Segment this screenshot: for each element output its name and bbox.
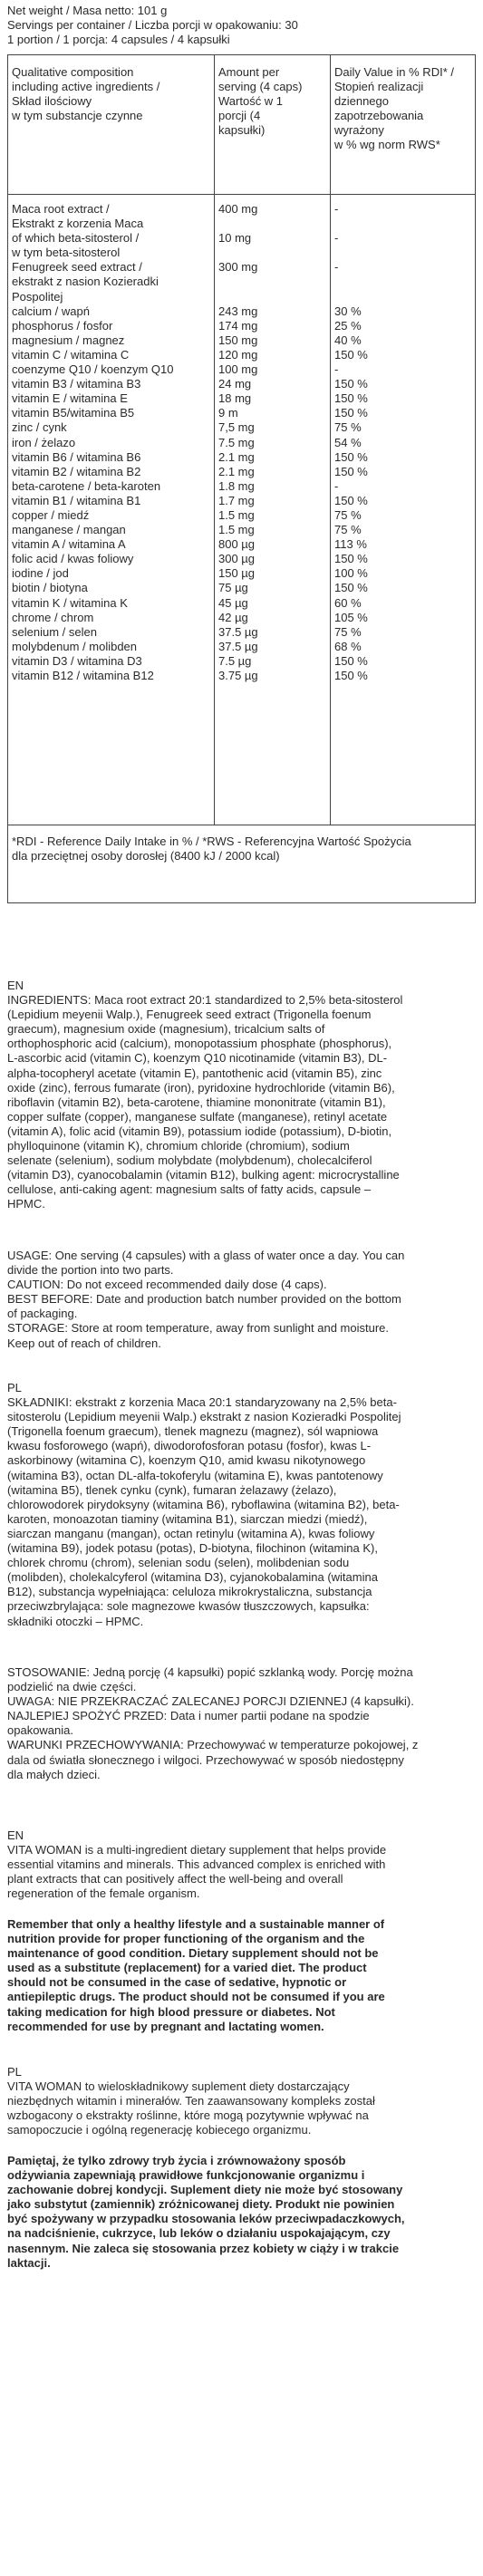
ingredient-rdi: 30 %	[334, 304, 362, 318]
ingredient-amount: 2.1 mg	[218, 449, 255, 464]
text-line: chlorek chromu (chrom), selenian sodu (selen), molibdenian sodu	[7, 1556, 350, 1570]
ingredient-amount: 120 mg	[218, 347, 258, 362]
ingredient-rdi: 150 %	[334, 377, 368, 391]
text-line: STORAGE: Store at room temperature, away from sunlight and moisture.	[7, 1321, 389, 1336]
ingredient-amount: 100 mg	[218, 362, 258, 377]
rdi-header	[331, 55, 475, 194]
composition-header-line: Skład ilościowy	[12, 94, 92, 109]
text-line: przeciwzbrylająca: sole magnezowe kwasów tłuszczowych, kapsułka:	[7, 1599, 370, 1614]
ingredient-name: vitamin K / witamina K	[12, 595, 128, 610]
ingredient-name: calcium / wapń	[12, 304, 90, 318]
net-weight: Net weight / Masa netto: 101 g	[7, 4, 168, 17]
section-heading-pl-2: PL	[7, 2065, 22, 2079]
ingredient-name: chrome / chrom	[12, 610, 94, 624]
text-line: regeneration of the female organism.	[7, 1886, 200, 1901]
text-line: (witamina B9), jodek potasu (potas), D-biotyna, filochinon (witamina K),	[7, 1541, 378, 1556]
amount-header-line: kapsułki)	[218, 123, 266, 138]
text-line: (vitamin D3), cyanocobalamin (vitamin B12), bulking agent: microcrystalline	[7, 1168, 400, 1182]
ingredient-rdi: 150 %	[334, 464, 368, 478]
ingredient-name: vitamin E / witamina E	[12, 391, 128, 406]
section-heading-pl: PL	[7, 1381, 22, 1394]
text-line: składniki otoczki – HPMC.	[7, 1614, 144, 1628]
ingredient-name: vitamin C / witamina C	[12, 347, 130, 362]
text-line: siarczan manganu (mangan), octan retinylu (witamina A), kwas foliowy	[7, 1526, 375, 1540]
ingredient-names-column	[8, 195, 215, 825]
ingredient-name: iodine / jod	[12, 566, 69, 581]
text-line: UWAGA: NIE PRZEKRACZAĆ ZALECANEJ PORCJI DZIENNEJ (4 kapsułki).	[7, 1694, 414, 1709]
text-line: askorbinowy (witamina C), koenzym Q10, amid kwasu nikotynowego	[7, 1453, 366, 1468]
text-line: opakowania.	[7, 1723, 73, 1738]
text-line: phylloquinone (vitamin K), chromium chloride (chromium), sodium	[7, 1139, 350, 1153]
text-line: L-ascorbic acid (vitamin C), koenzym Q10 nicotinamide (vitamin B3), DL-	[7, 1051, 388, 1066]
ingredient-rdi: 105 %	[334, 610, 368, 624]
text-line: orthophosphoric acid (calcium), monopotassium phosphate (phosphorus),	[7, 1037, 392, 1051]
ingredient-name: beta-carotene / beta-karoten	[12, 478, 161, 493]
ingredient-amount: 1.8 mg	[218, 478, 255, 493]
amount-header-line: serving (4 caps)	[218, 80, 303, 94]
rdi-footnote	[8, 825, 475, 902]
text-line: alpha-tocopheryl acetate (vitamin E), pantothenic acid (vitamin B5), zinc	[7, 1066, 382, 1080]
bold-text-line: na nadciśnienie, cukrzyce, lub leków o działaniu uspokajającym, czy	[7, 2226, 391, 2241]
text-line: STOSOWANIE: Jedną porcję (4 kapsułki) popić szklanką wody. Porcję można	[7, 1665, 413, 1679]
usage-text-pl	[7, 1665, 473, 1782]
amount-header	[215, 55, 331, 194]
bold-text-line: odżywiania zapewniają prawidłowe funkcjonowanie organizmu i	[7, 2168, 365, 2183]
text-line: graecum), magnesium oxide (magnesium), tricalcium salts of	[7, 1022, 325, 1037]
text-line: wzbogacony o ekstrakty roślinne, które mogą pozytywnie wpływać na	[7, 2108, 369, 2123]
ingredient-name: manganese / mangan	[12, 523, 126, 537]
rdi-header-line: dziennego	[334, 94, 389, 109]
ingredient-name: coenzyme Q10 / koenzym Q10	[12, 362, 174, 377]
text-line: plant extracts that can positively affect the well-being and overall	[7, 1872, 343, 1886]
ingredient-name: biotin / biotyna	[12, 581, 88, 595]
text-line: (witamina B3), octan DL-alfa-tokoferylu (witamina E), kwas pantotenowy	[7, 1468, 383, 1482]
table-footnote-row	[8, 825, 475, 902]
ingredient-rdi: 40 %	[334, 333, 362, 347]
ingredient-rdi: 150 %	[334, 347, 368, 362]
text-line: B12), substancja wypełniająca: celuloza mikrokrystaliczna, substancja	[7, 1585, 372, 1599]
ingredient-rdi: -	[334, 478, 339, 493]
bold-text-line: nasennym. Nie zaleca się stosowania przez kobiety w ciąży i w trakcie	[7, 2241, 400, 2255]
amounts-column	[215, 195, 331, 825]
text-line: oxide (zinc), ferrous fumarate (iron), pyridoxine hydrochloride (vitamin B6),	[7, 1080, 395, 1095]
bold-text-line: taking medication for high blood pressure or diabetes. Not	[7, 2004, 335, 2019]
bold-text-line: antiepileptic drugs. The product should not be consumed if you are	[7, 1990, 385, 2004]
ingredient-amount: 150 µg	[218, 566, 256, 581]
ingredient-rdi	[334, 275, 471, 289]
footnote-line: *RDI - Reference Daily Intake in % / *RWS - Referencyjna Wartość Spożycia	[12, 835, 411, 848]
ingredients-text-pl	[7, 1395, 473, 1629]
text-line: VITA WOMAN is a multi-ingredient dietary supplement that helps provide	[7, 1843, 387, 1857]
text-line: VITA WOMAN to wieloskładnikowy suplement diety dostarczający	[7, 2079, 350, 2094]
ingredient-name: vitamin B6 / witamina B6	[12, 449, 141, 464]
ingredient-name: folic acid / kwas foliowy	[12, 552, 134, 566]
bold-text-line: nutrition provide for proper functioning of the organism and the	[7, 1932, 365, 1946]
ingredient-amount: 37.5 µg	[218, 624, 258, 639]
ingredient-rdi: 150 %	[334, 653, 368, 668]
ingredient-rdi: 75 %	[334, 507, 362, 522]
ingredient-rdi: 150 %	[334, 406, 368, 420]
composition-header-line: including active ingredients /	[12, 80, 160, 94]
ingredient-amount: 1.7 mg	[218, 493, 255, 507]
ingredient-amount: 300 µg	[218, 552, 256, 566]
text-line: (vitamin A), folic acid (vitamin B9), potassium iodide (potassium), D-biotin,	[7, 1124, 392, 1138]
ingredient-rdi: -	[334, 231, 339, 246]
text-line: SKŁADNIKI: ekstrakt z korzenia Maca 20:1 standaryzowany na 2,5% beta-	[7, 1395, 397, 1410]
text-line: chlorowodorek pirydoksyny (witamina B6), ryboflawina (witamina B2), beta-	[7, 1497, 400, 1511]
ingredient-amount: 150 mg	[218, 333, 258, 347]
polish-ingredients-section	[7, 1381, 473, 1629]
description-text-en	[7, 1843, 473, 1901]
table-header-row	[8, 55, 475, 194]
ingredient-name: iron / żelazo	[12, 435, 76, 449]
warning-text-pl	[7, 2154, 473, 2271]
ingredient-name: Fenugreek seed extract /	[12, 260, 142, 275]
rdi-header-line: zapotrzebowania	[334, 109, 424, 123]
text-line: (Trigonella foenum graecum), tlenek magnezu (magnez), sól wapniowa	[7, 1424, 379, 1439]
section-heading-en: EN	[7, 979, 24, 992]
ingredient-name: zinc / cynk	[12, 420, 67, 435]
ingredient-name: magnesium / magnez	[12, 333, 125, 347]
text-line: divide the portion into two parts.	[7, 1263, 174, 1278]
ingredient-rdi: 100 %	[334, 566, 368, 581]
text-line: (Lepidium meyenii Walp.), Fenugreek seed extract (Trigonella foenum	[7, 1008, 372, 1022]
ingredient-amount: 1.5 mg	[218, 523, 255, 537]
ingredient-rdi: 150 %	[334, 552, 368, 566]
rdi-header-line: Daily Value in % RDI* /	[334, 65, 454, 79]
amount-header-line: Amount per	[218, 65, 280, 79]
text-line: (witamina B5), tlenek cynku (cynk), fumaran żelazawy (żelazo),	[7, 1482, 337, 1497]
text-line: INGREDIENTS: Maca root extract 20:1 standardized to 2,5% beta-sitosterol	[7, 993, 403, 1008]
ingredient-name: selenium / selen	[12, 624, 97, 639]
rdi-header-line: Stopień realizacji	[334, 80, 424, 94]
text-line: NAJLEPIEJ SPOŻYĆ PRZED: Data i numer partii podane na spodzie	[7, 1709, 370, 1723]
ingredient-name: vitamin B5/witamina B5	[12, 406, 135, 420]
english-usage-section	[7, 1249, 473, 1351]
ingredient-name: molybdenum / molibden	[12, 639, 138, 653]
ingredient-name: of which beta-sitosterol /	[12, 231, 140, 246]
text-line: (molibden), cholekalcyferol (witamina D3), cyjanokobalamina (witamina	[7, 1570, 378, 1585]
ingredient-name: Maca root extract /	[12, 202, 110, 216]
ingredient-amount: 75 µg	[218, 581, 248, 595]
composition-header-line: w tym substancje czynne	[12, 109, 143, 123]
ingredient-rdi	[334, 217, 471, 231]
ingredient-amount: 37.5 µg	[218, 639, 258, 653]
ingredient-amount	[218, 275, 326, 289]
package-info	[7, 4, 298, 47]
ingredient-rdi: 150 %	[334, 391, 368, 406]
polish-usage-section	[7, 1665, 473, 1782]
ingredient-rdi: -	[334, 362, 339, 377]
text-line: niezbędnych witamin i minerałów. Ten zaawansowany kompleks został	[7, 2094, 375, 2108]
english-description-section	[7, 1828, 473, 1901]
rdi-column	[331, 195, 475, 825]
nutrition-table	[7, 54, 476, 903]
bold-text-line: maintenance of good condition. Dietary supplement should not be	[7, 1946, 379, 1961]
composition-header	[8, 55, 215, 194]
text-line: BEST BEFORE: Date and production batch number provided on the bottom	[7, 1292, 401, 1307]
usage-text-en	[7, 1249, 473, 1351]
section-heading-en-2: EN	[7, 1828, 24, 1842]
ingredient-amount: 24 mg	[218, 377, 252, 391]
ingredient-amount: 800 µg	[218, 537, 256, 552]
ingredient-rdi: 75 %	[334, 523, 362, 537]
text-line: WARUNKI PRZECHOWYWANIA: Przechowywać w temperaturze pokojowej, z	[7, 1738, 419, 1752]
bold-text-line: Remember that only a healthy lifestyle and a sustainable manner of	[7, 1917, 385, 1931]
ingredient-name: phosphorus / fosfor	[12, 318, 113, 333]
ingredient-rdi	[334, 290, 471, 304]
ingredient-amount: 7.5 mg	[218, 435, 255, 449]
ingredient-rdi: 68 %	[334, 639, 362, 653]
bold-text-line: recommended for use by pregnant and lactating women.	[7, 2019, 324, 2033]
composition-header-line: Qualitative composition	[12, 65, 134, 79]
bold-text-line: jako substytut (zamiennik) zróżnicowanej diety. Produkt nie powinien	[7, 2197, 395, 2212]
text-line: dala od światła słonecznego i wilgoci. Przechowywać w sposób niedostępny	[7, 1752, 404, 1767]
text-line: selenate (selenium), sodium molybdate (molybdenum), cholecalciferol	[7, 1153, 372, 1168]
ingredient-name: vitamin D3 / witamina D3	[12, 653, 142, 668]
ingredient-rdi: 25 %	[334, 318, 362, 333]
ingredient-amount: 300 mg	[218, 260, 258, 275]
ingredient-rdi: -	[334, 260, 339, 275]
servings-per-container: Servings per container / Liczba porcji w opakowaniu: 30	[7, 18, 298, 33]
description-text-pl	[7, 2079, 473, 2137]
ingredient-amount: 45 µg	[218, 595, 248, 610]
ingredients-text-en	[7, 993, 473, 1211]
text-line: kwasu fosforowego (wapń), diwodorofosforan potasu (fosfor), kwas L-	[7, 1439, 372, 1453]
text-line: USAGE: One serving (4 capsules) with a glass of water once a day. You can	[7, 1249, 405, 1262]
ingredient-amount: 42 µg	[218, 610, 248, 624]
ingredient-rdi: -	[334, 202, 339, 216]
table-body-row	[8, 194, 475, 825]
ingredient-amount: 1.5 mg	[218, 507, 255, 522]
ingredient-amount: 243 mg	[218, 304, 258, 318]
rdi-header-line: wyrażony	[334, 123, 384, 138]
bold-text-line: zachowanie dobrej kondycji. Suplement diety nie może być stosowany	[7, 2183, 403, 2197]
ingredient-amount: 18 mg	[218, 391, 252, 406]
ingredient-amount: 10 mg	[218, 231, 252, 246]
text-line: of packaging.	[7, 1307, 78, 1321]
polish-warning-section	[7, 2154, 473, 2271]
text-line: karoten, monoazotan tiaminy (witamina B1), siarczan miedzi (miedź),	[7, 1511, 368, 1526]
bold-text-line: Pamiętaj, że tylko zdrowy tryb życia i zrównoważony sposób	[7, 2154, 346, 2167]
text-line: HPMC.	[7, 1197, 45, 1211]
ingredient-amount: 174 mg	[218, 318, 258, 333]
ingredient-rdi: 75 %	[334, 420, 362, 435]
ingredient-rdi: 113 %	[334, 537, 367, 552]
ingredient-name: vitamin B3 / witamina B3	[12, 377, 141, 391]
ingredient-rdi: 150 %	[334, 449, 368, 464]
ingredient-amount: 400 mg	[218, 202, 258, 216]
ingredient-rdi: 54 %	[334, 435, 362, 449]
text-line: Keep out of reach of children.	[7, 1336, 161, 1350]
bold-text-line: być spożywany w przypadku stosowania leków przeciwpadaczkowych,	[7, 2212, 405, 2226]
ingredient-amount: 7.5 µg	[218, 653, 252, 668]
amount-header-line: porcji (4	[218, 109, 261, 123]
ingredient-rdi: 75 %	[334, 624, 362, 639]
ingredient-amount: 7,5 mg	[218, 420, 255, 435]
ingredient-rdi: 150 %	[334, 493, 368, 507]
text-line: sitosterolu (Lepidium meyenii Walp.) ekstrakt z nasion Kozieradki Pospolitej	[7, 1410, 401, 1424]
ingredient-rdi	[334, 246, 471, 260]
portion-size: 1 portion / 1 porcja: 4 capsules / 4 kapsułki	[7, 33, 230, 47]
text-line: CAUTION: Do not exceed recommended daily dose (4 caps).	[7, 1278, 327, 1292]
text-line: riboflavin (vitamin B2), beta-carotene, thiamine mononitrate (vitamin B1),	[7, 1095, 386, 1109]
ingredient-name: w tym beta-sitosterol	[12, 246, 121, 260]
ingredient-amount	[218, 246, 326, 260]
amount-header-line: Wartość w 1	[218, 94, 284, 109]
ingredient-name: Ekstrakt z korzenia Maca	[12, 217, 144, 231]
english-ingredients-section	[7, 979, 473, 1212]
polish-description-section	[7, 2065, 473, 2137]
ingredient-name: ekstrakt z nasion Kozieradki	[12, 275, 159, 289]
ingredient-name: vitamin B12 / witamina B12	[12, 669, 154, 682]
text-line: dla małych dzieci.	[7, 1767, 101, 1781]
warning-text-en	[7, 1917, 473, 2034]
ingredient-amount	[218, 290, 326, 304]
text-line: podzielić na dwie części.	[7, 1680, 137, 1694]
text-line: samopoczucie i ogólną regenerację kobiecego organizmu.	[7, 2123, 312, 2137]
text-line: essential vitamins and minerals. This advanced complex is enriched with	[7, 1857, 386, 1872]
ingredient-amount: 3.75 µg	[218, 669, 258, 682]
ingredient-rdi: 150 %	[334, 581, 368, 595]
ingredient-name: vitamin B1 / witamina B1	[12, 493, 141, 507]
bold-text-line: used as a substitute (replacement) for a varied diet. The product	[7, 1961, 367, 1975]
bold-text-line: laktacji.	[7, 2255, 51, 2270]
english-warning-section	[7, 1917, 473, 2034]
ingredient-rdi: 150 %	[334, 669, 368, 682]
ingredient-name: copper / miedź	[12, 507, 90, 522]
footnote-line: dla przeciętnej osoby dorosłej (8400 kJ / 2000 kcal)	[12, 849, 280, 863]
ingredient-amount	[218, 217, 326, 231]
bold-text-line: should not be consumed in the case of sedative, hypnotic or	[7, 1975, 347, 1990]
rdi-header-line: w % wg norm RWS*	[334, 138, 440, 152]
ingredient-amount: 9 m	[218, 406, 238, 420]
ingredient-amount: 2.1 mg	[218, 464, 255, 478]
text-line: copper sulfate (copper), manganese sulfate (manganese), retinyl acetate	[7, 1109, 388, 1124]
ingredient-name: vitamin A / witamina A	[12, 537, 126, 552]
text-line: cellulose, anti-caking agent: magnesium salts of fatty acids, capsule –	[7, 1182, 372, 1197]
ingredient-rdi: 60 %	[334, 595, 362, 610]
ingredient-name: Pospolitej	[12, 289, 63, 304]
ingredient-name: vitamin B2 / witamina B2	[12, 464, 141, 478]
